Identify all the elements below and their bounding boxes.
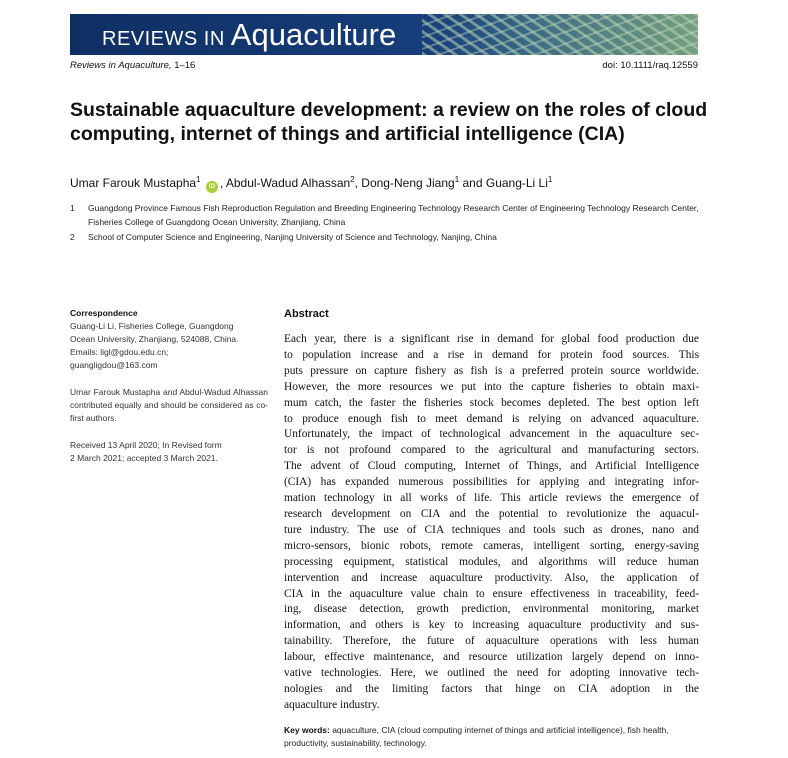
abstract-line: However, the more resources we put into the capture fisheries to obtain maxi- xyxy=(284,380,699,393)
author-sep: , xyxy=(219,176,226,190)
author-sep: , xyxy=(354,176,362,190)
keywords-block xyxy=(284,724,704,750)
author-affil-sup: 2 xyxy=(350,175,355,184)
journal-citation xyxy=(70,60,195,71)
author-sep: and xyxy=(459,176,486,190)
affiliation-number: 1 xyxy=(70,203,75,213)
abstract-line: tainability. Therefore, the future of aquaculture operations with less human xyxy=(284,635,699,648)
author-affil-sup: 1 xyxy=(454,175,460,184)
abstract-line: mation technology in all works of life. This article reviews the emergence of xyxy=(284,492,699,505)
author-name[interactable]: Dong-Neng Jiang xyxy=(361,176,455,190)
keywords-label: Key words: xyxy=(284,725,330,735)
abstract-line: (CIA) has expanded numerous possibilities for applying and integrating infor- xyxy=(284,476,699,489)
dates-line: 2 March 2021; accepted 3 March 2021. xyxy=(70,453,218,463)
author-affil-sup: 1 xyxy=(196,175,201,184)
correspondence-line[interactable]: guangligdou@163.com xyxy=(70,360,158,370)
abstract-heading: Abstract xyxy=(284,308,329,320)
abstract-line: tor is not profound compared to the agricultural and manufacturing sectors. xyxy=(284,444,699,457)
abstract-line: The advent of Cloud computing, Internet of Things, and Artificial Intelligence xyxy=(284,460,699,473)
correspondence-line: Guang-Li Li, Fisheries College, Guangdong xyxy=(70,321,234,331)
abstract-line: Each year, there is a significant rise in demand for global food production due xyxy=(284,333,699,345)
banner-aquaculture: Aquaculture xyxy=(230,17,397,52)
abstract-line: vative technologies. Here, we outlined the need for adopting innovative tech- xyxy=(284,667,699,680)
abstract-line: information, and others is key to increasing aquaculture productivity and sus- xyxy=(284,619,699,632)
affiliation-item xyxy=(70,231,710,245)
banner-logo xyxy=(102,14,396,55)
abstract-line: micro-sensors, bionic robots, remote cameras, intelligent sorting, energy-saving xyxy=(284,539,699,552)
correspondence-heading: Correspondence xyxy=(70,308,138,318)
article-title: Sustainable aquaculture development: a review on the roles of cloud computing, internet of things and artificial intelligence (CIA) xyxy=(70,99,708,145)
abstract-line: Unfortunately, the impact of technological advancement in the aquaculture sec- xyxy=(284,428,699,441)
affiliation-text: Guangdong Province Famous Fish Reproduction Regulation and Breeding Engineering Technology Research Center of Engineering Technology Research Center, Fisheries College of Guangdong Ocean University, Zhanjiang, China xyxy=(88,203,699,227)
abstract-line: mum catch, the faster the fisheries stock becomes depleted. The best option left xyxy=(284,396,699,409)
keywords-text: aquaculture, CIA (cloud computing internet of things and artificial intelligence), fish health, productivity, sustainability, technology. xyxy=(284,725,669,748)
abstract-line: puts pressure on capture fishery as fish is a preferred protein source worldwide. xyxy=(284,364,699,377)
affiliation-number: 2 xyxy=(70,232,75,242)
abstract-line: nologies and the limiting factors that hinge on CIA adoption in the xyxy=(284,682,699,695)
abstract-line: to produce enough fish to meet demand is relying on advanced aquaculture. xyxy=(284,412,699,425)
correspondence-line: Ocean University, Zhanjiang, 524088, China. xyxy=(70,334,239,344)
abstract-body xyxy=(284,332,699,714)
author-name[interactable]: Umar Farouk Mustapha xyxy=(70,176,197,190)
journal-pages: 1–16 xyxy=(174,60,196,71)
journal-banner xyxy=(70,14,698,55)
article-sidebar xyxy=(70,307,268,479)
abstract-line: aquaculture industry. xyxy=(284,698,380,711)
abstract-line: ture industry. The use of CIA techniques and tools such as drones, nano and xyxy=(284,523,699,536)
banner-fish-image xyxy=(422,14,698,55)
affiliation-text: School of Computer Science and Engineering, Nanjing University of Science and Technology, Nanjing, China xyxy=(88,232,497,242)
affiliations xyxy=(70,202,710,247)
dates-line: Received 13 April 2020; In Revised form xyxy=(70,440,222,450)
journal-name: Reviews in Aquaculture, xyxy=(70,60,172,71)
banner-reviews-in: REVIEWS IN xyxy=(102,28,225,50)
abstract-line: to population increase and a rise in demand for protein food sources. This xyxy=(284,348,699,361)
abstract-line: labour, effective maintenance, and resource utilization largely depend on inno- xyxy=(284,651,699,664)
author-name[interactable]: Abdul-Wadud Alhassan xyxy=(225,176,351,190)
abstract-line: ing, disease detection, growth prediction, environmental monitoring, market xyxy=(284,603,699,616)
dates-block xyxy=(70,439,268,465)
abstract-line: processing equipment, statistical modules, and algorithms will reduce human xyxy=(284,555,699,568)
abstract-line: intervention and increase aquaculture productivity. Also, the application of xyxy=(284,571,699,584)
doi[interactable]: doi: 10.1111/raq.12559 xyxy=(602,60,698,71)
orcid-icon[interactable]: iD xyxy=(206,181,218,193)
correspondence-block xyxy=(70,307,268,372)
equal-contribution-note: Umar Farouk Mustapha and Abdul-Wadud Alhassan contributed equally and should be considered as co-first authors. xyxy=(70,387,268,423)
correspondence-line[interactable]: Emails: ligl@gdou.edu.cn; xyxy=(70,347,169,357)
abstract-line: research development on CIA and the potential to revolutionize the aquacul- xyxy=(284,507,699,520)
author-list xyxy=(70,175,552,193)
abstract-line: CIA in the aquaculture value chain to ensure effectiveness in traceability, feed- xyxy=(284,587,699,600)
author-affil-sup: 1 xyxy=(547,175,553,184)
affiliation-item xyxy=(70,202,710,229)
author-name[interactable]: Guang-Li Li xyxy=(485,176,548,190)
